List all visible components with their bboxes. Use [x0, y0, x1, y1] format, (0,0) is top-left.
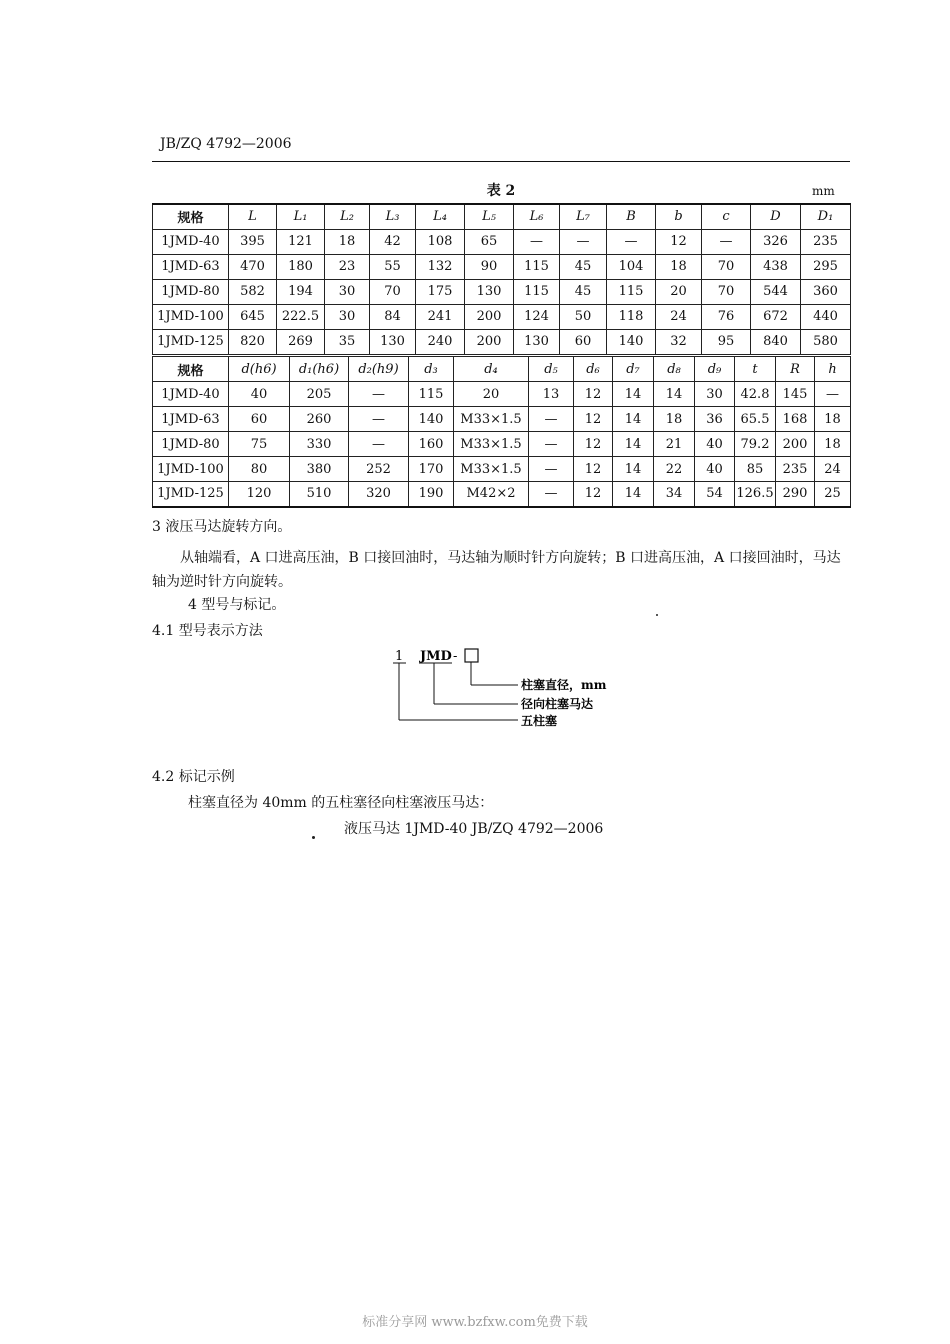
table-cell: 544 [751, 279, 801, 304]
table-header-cell: d₉ [695, 357, 735, 382]
table-spec-cell: 1JMD-100 [153, 457, 229, 482]
table-cell: 12 [574, 407, 613, 432]
table-cell: 21 [654, 432, 695, 457]
table-header-cell: L₁ [277, 204, 325, 229]
table-cell: 42 [370, 229, 416, 254]
table-spec-cell: 1JMD-80 [153, 432, 229, 457]
table-row [153, 304, 851, 329]
table-header-cell: d₄ [454, 357, 529, 382]
table-cell: 120 [229, 482, 290, 507]
table-cell: M33×1.5 [454, 457, 529, 482]
table-cell: 130 [465, 279, 514, 304]
table-cell: 20 [454, 382, 529, 407]
table-spec-cell: 1JMD-63 [153, 407, 229, 432]
table-cell: — [529, 482, 574, 507]
table-cell: 194 [277, 279, 325, 304]
table-cell: 32 [656, 329, 702, 354]
table-cell: 65 [465, 229, 514, 254]
table-cell: 140 [409, 407, 454, 432]
diagram-label-radial-motor: 径向柱塞马达 [521, 697, 594, 711]
document-code: JB/ZQ 4792—2006 [160, 136, 292, 152]
table-header-cell: L₇ [560, 204, 607, 229]
table-cell: 235 [776, 457, 815, 482]
table-header-cell: d₅ [529, 357, 574, 382]
table-cell: 252 [349, 457, 409, 482]
table-header-cell: d₂(h9) [349, 357, 409, 382]
table-spec-cell: 1JMD-40 [153, 382, 229, 407]
table-cell: M33×1.5 [454, 432, 529, 457]
table-cell: — [529, 432, 574, 457]
table-header-row [153, 357, 851, 382]
table-cell: 18 [654, 407, 695, 432]
table-header-cell: h [815, 357, 851, 382]
table-cell: 70 [702, 279, 751, 304]
model-designation-diagram [380, 640, 660, 740]
table-cell: 326 [751, 229, 801, 254]
table-cell: 60 [560, 329, 607, 354]
table-cell: 14 [613, 382, 654, 407]
table-row [153, 382, 851, 407]
section-3-body: 从轴端看，A 口进高压油，B 口接回油时，马达轴为顺时针方向旋转；B 口进高压油，A 口接回油时，马达轴为逆时针方向旋转。 [152, 550, 841, 590]
table-cell: 30 [325, 304, 370, 329]
table-cell: 200 [465, 329, 514, 354]
table-cell: 40 [229, 382, 290, 407]
table-cell: 290 [776, 482, 815, 507]
table-cell: 260 [290, 407, 349, 432]
diagram-label-plunger-diameter: 柱塞直径，mm [521, 678, 607, 692]
table-cell: 510 [290, 482, 349, 507]
table-header-cell: t [735, 357, 776, 382]
speck-dot [656, 614, 658, 616]
table-header-cell: D₁ [801, 204, 851, 229]
table-row [153, 482, 851, 507]
table-cell: 12 [656, 229, 702, 254]
table-cell: 45 [560, 254, 607, 279]
table-cell: 200 [776, 432, 815, 457]
table-cell: 395 [229, 229, 277, 254]
diagram-placeholder-box [465, 649, 478, 662]
table-cell: 24 [656, 304, 702, 329]
table-cell: 35 [325, 329, 370, 354]
table-cell: 118 [607, 304, 656, 329]
table-header-cell: L₅ [465, 204, 514, 229]
table-unit: mm [812, 184, 835, 198]
table-cell: 170 [409, 457, 454, 482]
table-cell: 85 [735, 457, 776, 482]
table-cell: — [349, 432, 409, 457]
table-row [153, 432, 851, 457]
diagram-label-five-plunger: 五柱塞 [521, 714, 558, 728]
table-header-cell: 规格 [153, 204, 229, 229]
table-cell: 18 [656, 254, 702, 279]
table-cell: 160 [409, 432, 454, 457]
table-header-cell: L₂ [325, 204, 370, 229]
table-cell: — [815, 382, 851, 407]
table-cell: 18 [325, 229, 370, 254]
table-cell: 380 [290, 457, 349, 482]
table-row [153, 407, 851, 432]
table-cell: 820 [229, 329, 277, 354]
table-cell: 438 [751, 254, 801, 279]
table-header-cell: d₆ [574, 357, 613, 382]
table-cell: 40 [695, 432, 735, 457]
table-spec-cell: 1JMD-80 [153, 279, 229, 304]
table-cell: 14 [613, 407, 654, 432]
diagram-dash: - [453, 649, 458, 664]
table-cell: 40 [695, 457, 735, 482]
table-header-cell: d₇ [613, 357, 654, 382]
table-cell: 55 [370, 254, 416, 279]
table-cell: 175 [416, 279, 465, 304]
table-caption: 表 2 [486, 183, 516, 199]
table-header-cell: d₁(h6) [290, 357, 349, 382]
spec-table-part1 [152, 203, 851, 355]
table-cell: 121 [277, 229, 325, 254]
table-header-cell: R [776, 357, 815, 382]
table-cell: — [349, 407, 409, 432]
table-cell: 13 [529, 382, 574, 407]
speck-dot [312, 836, 315, 839]
table-cell: 240 [416, 329, 465, 354]
table-cell: 108 [416, 229, 465, 254]
table-spec-cell: 1JMD-40 [153, 229, 229, 254]
table-cell: — [702, 229, 751, 254]
diagram-prefix: 1 [395, 649, 404, 664]
table-cell: 440 [801, 304, 851, 329]
table-cell: 95 [702, 329, 751, 354]
table-cell: 269 [277, 329, 325, 354]
table-cell: 70 [370, 279, 416, 304]
table-cell: 76 [702, 304, 751, 329]
table-cell: M42×2 [454, 482, 529, 507]
table-cell: 12 [574, 432, 613, 457]
table-cell: 580 [801, 329, 851, 354]
table-cell: 80 [229, 457, 290, 482]
table-cell: 124 [514, 304, 560, 329]
table-cell: 200 [465, 304, 514, 329]
table-cell: 645 [229, 304, 277, 329]
table-cell: 235 [801, 229, 851, 254]
table-cell: 168 [776, 407, 815, 432]
table-cell: 14 [654, 382, 695, 407]
table-row [153, 254, 851, 279]
section-4-2-heading: 4.2 标记示例 [152, 769, 235, 785]
table-cell: 130 [514, 329, 560, 354]
table-header-cell: L₃ [370, 204, 416, 229]
table-header-cell: 规格 [153, 357, 229, 382]
table-cell: 145 [776, 382, 815, 407]
table-row [153, 457, 851, 482]
example-description: 柱塞直径为 40mm 的五柱塞径向柱塞液压马达： [188, 795, 494, 811]
section-4-1-heading: 4.1 型号表示方法 [152, 623, 263, 639]
table-cell: — [560, 229, 607, 254]
table-row [153, 329, 851, 354]
table-cell: 130 [370, 329, 416, 354]
table-cell: 30 [325, 279, 370, 304]
table-cell: 241 [416, 304, 465, 329]
table-cell: 14 [613, 482, 654, 507]
table-cell: 30 [695, 382, 735, 407]
table-cell: 470 [229, 254, 277, 279]
table-cell: 320 [349, 482, 409, 507]
table-spec-cell: 1JMD-100 [153, 304, 229, 329]
table-cell: 70 [702, 254, 751, 279]
example-marking: 液压马达 1JMD-40 JB/ZQ 4792—2006 [344, 821, 604, 837]
table-cell: 132 [416, 254, 465, 279]
table-cell: — [607, 229, 656, 254]
diagram-code: JMD [420, 649, 452, 664]
table-cell: 24 [815, 457, 851, 482]
table-cell: 20 [656, 279, 702, 304]
table-header-cell: L [229, 204, 277, 229]
spec-table-part2 [152, 356, 851, 508]
table-cell: 18 [815, 407, 851, 432]
table-cell: 360 [801, 279, 851, 304]
table-cell: 140 [607, 329, 656, 354]
table-cell: 12 [574, 482, 613, 507]
table-cell: 54 [695, 482, 735, 507]
table-cell: 14 [613, 432, 654, 457]
table-cell: 205 [290, 382, 349, 407]
table-cell: 115 [607, 279, 656, 304]
table-cell: 190 [409, 482, 454, 507]
table-header-cell: D [751, 204, 801, 229]
table-row [153, 279, 851, 304]
table-cell: 23 [325, 254, 370, 279]
table-cell: 12 [574, 457, 613, 482]
table-cell: 18 [815, 432, 851, 457]
table-header-cell: L₄ [416, 204, 465, 229]
table-spec-cell: 1JMD-63 [153, 254, 229, 279]
table-header-cell: d₈ [654, 357, 695, 382]
table-header-cell: d₃ [409, 357, 454, 382]
table-cell: 36 [695, 407, 735, 432]
table-spec-cell: 1JMD-125 [153, 329, 229, 354]
table-cell: 45 [560, 279, 607, 304]
table-cell: 840 [751, 329, 801, 354]
table-cell: 222.5 [277, 304, 325, 329]
table-cell: 14 [613, 457, 654, 482]
table-cell: 60 [229, 407, 290, 432]
table-cell: 295 [801, 254, 851, 279]
header-rule [152, 161, 850, 162]
section-4-heading: 4 型号与标记。 [188, 597, 286, 613]
table-cell: 115 [409, 382, 454, 407]
table-row [153, 229, 851, 254]
table-cell: 12 [574, 382, 613, 407]
table-cell: 582 [229, 279, 277, 304]
table-header-cell: c [702, 204, 751, 229]
table-header-row [153, 204, 851, 229]
table-cell: 75 [229, 432, 290, 457]
table-cell: — [529, 407, 574, 432]
table-cell: 115 [514, 279, 560, 304]
table-header-cell: b [656, 204, 702, 229]
table-cell: 90 [465, 254, 514, 279]
table-cell: 79.2 [735, 432, 776, 457]
table-cell: 126.5 [735, 482, 776, 507]
table-cell: 84 [370, 304, 416, 329]
table-cell: 65.5 [735, 407, 776, 432]
section-3-heading: 3 液压马达旋转方向。 [152, 519, 292, 535]
table-cell: 115 [514, 254, 560, 279]
table-cell: — [514, 229, 560, 254]
table-cell: 22 [654, 457, 695, 482]
table-cell: 104 [607, 254, 656, 279]
table-header-cell: L₆ [514, 204, 560, 229]
footer-watermark: 标准分享网 www.bzfxw.com免费下载 [362, 1315, 588, 1330]
table-cell: — [529, 457, 574, 482]
table-cell: 180 [277, 254, 325, 279]
table-cell: 672 [751, 304, 801, 329]
table-cell: 330 [290, 432, 349, 457]
table-cell: 50 [560, 304, 607, 329]
table-cell: 34 [654, 482, 695, 507]
table-cell: 42.8 [735, 382, 776, 407]
table-cell: M33×1.5 [454, 407, 529, 432]
table-header-cell: B [607, 204, 656, 229]
table-header-cell: d(h6) [229, 357, 290, 382]
table-spec-cell: 1JMD-125 [153, 482, 229, 507]
table-cell: 25 [815, 482, 851, 507]
table-cell: — [349, 382, 409, 407]
